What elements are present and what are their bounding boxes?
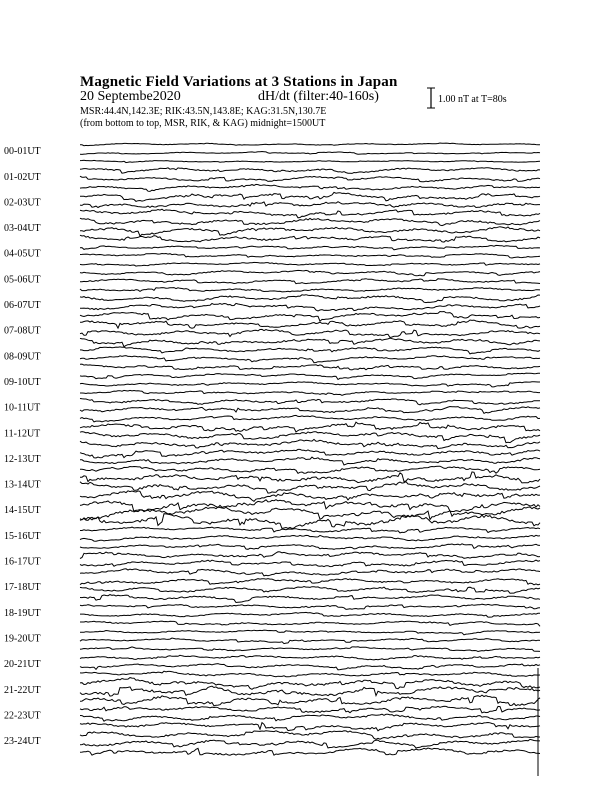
row-label: 02-03UT xyxy=(4,197,41,209)
trace-msr xyxy=(80,390,540,395)
trace-rik xyxy=(80,254,540,259)
trace-kag xyxy=(80,320,540,328)
row-label: 13-14UT xyxy=(4,479,41,491)
row-label: 12-13UT xyxy=(4,453,41,465)
row-label: 06-07UT xyxy=(4,300,41,312)
filter-text: dH/dt (filter:40-160s) xyxy=(258,89,379,104)
trace-kag xyxy=(80,373,540,379)
trace-rik xyxy=(80,457,540,465)
trace-rik xyxy=(80,535,540,541)
trace-rik xyxy=(80,587,540,594)
trace-kag xyxy=(80,218,540,225)
trace-kag xyxy=(80,579,540,585)
date-text: 20 Septembe2020 xyxy=(80,89,181,104)
trace-msr xyxy=(80,748,540,755)
trace-rik xyxy=(80,638,540,644)
trace-rik xyxy=(80,152,540,155)
row-label: 01-02UT xyxy=(4,171,41,183)
traces xyxy=(80,143,540,755)
trace-kag xyxy=(80,472,540,483)
trace-msr xyxy=(80,160,540,162)
station-order-note: (from bottom to top, MSR, RIK, & KAG) midnight=1500UT xyxy=(80,118,326,129)
row-label: 19-20UT xyxy=(4,633,41,645)
trace-kag xyxy=(80,527,540,533)
scale-bar xyxy=(427,88,435,108)
trace-rik xyxy=(80,664,540,670)
trace-kag xyxy=(80,245,540,249)
row-labels xyxy=(4,146,41,747)
row-label: 22-23UT xyxy=(4,710,41,722)
trace-rik xyxy=(80,382,540,387)
trace-msr xyxy=(80,415,540,422)
trace-kag xyxy=(80,449,540,458)
trace-kag xyxy=(80,604,540,609)
trace-rik xyxy=(80,560,540,567)
trace-msr xyxy=(80,723,540,731)
trace-rik xyxy=(80,303,540,311)
trace-msr xyxy=(80,544,540,550)
trace-kag xyxy=(80,422,540,432)
trace-msr xyxy=(80,695,540,706)
trace-msr xyxy=(80,235,540,242)
trace-rik xyxy=(80,612,540,617)
trace-kag xyxy=(80,706,540,713)
trace-rik xyxy=(80,356,540,363)
trace-kag xyxy=(80,678,540,690)
row-label: 11-12UT xyxy=(4,428,41,440)
scale-label: 1.00 nT at T=80s xyxy=(438,94,507,105)
row-label: 05-06UT xyxy=(4,274,41,286)
row-label: 08-09UT xyxy=(4,351,41,363)
trace-msr xyxy=(80,671,540,677)
trace-msr xyxy=(80,491,540,502)
trace-msr xyxy=(80,595,540,603)
row-label: 07-08UT xyxy=(4,325,41,337)
trace-msr xyxy=(80,569,540,576)
row-label: 03-04UT xyxy=(4,223,41,235)
trace-kag xyxy=(80,655,540,660)
trace-msr xyxy=(80,288,540,292)
trace-kag xyxy=(80,192,540,201)
trace-rik xyxy=(80,686,540,696)
trace-rik xyxy=(80,279,540,284)
trace-msr xyxy=(80,262,540,266)
trace-kag xyxy=(80,552,540,559)
row-label: 14-15UT xyxy=(4,505,41,517)
row-label: 20-21UT xyxy=(4,659,41,671)
trace-msr xyxy=(80,209,540,218)
row-label: 04-05UT xyxy=(4,248,41,260)
trace-msr xyxy=(80,514,540,529)
trace-rik xyxy=(80,227,540,236)
row-label: 18-19UT xyxy=(4,607,41,619)
row-label: 17-18UT xyxy=(4,582,41,594)
trace-msr xyxy=(80,439,540,448)
trace-msr xyxy=(80,621,540,626)
row-label: 00-01UT xyxy=(4,146,41,158)
trace-msr xyxy=(80,184,540,191)
row-label: 10-11UT xyxy=(4,402,41,414)
trace-kag xyxy=(80,399,540,405)
trace-kag xyxy=(80,347,540,354)
trace-msr xyxy=(80,647,540,652)
trace-rik xyxy=(80,329,540,337)
trace-kag xyxy=(80,143,540,146)
trace-kag xyxy=(80,500,540,512)
trace-msr xyxy=(80,466,540,473)
trace-rik xyxy=(80,482,540,493)
trace-msr xyxy=(80,338,540,347)
trace-kag xyxy=(80,731,540,740)
row-label: 23-24UT xyxy=(4,736,41,748)
row-label: 09-10UT xyxy=(4,376,41,388)
trace-kag xyxy=(80,630,540,635)
trace-rik xyxy=(80,176,540,182)
trace-kag xyxy=(80,168,540,174)
chart-title: Magnetic Field Variations at 3 Stations in Japan xyxy=(80,74,398,90)
trace-rik xyxy=(80,202,540,208)
trace-rik xyxy=(80,714,540,721)
station-coordinates: MSR:44.4N,142.3E; RIK:43.5N,143.8E; KAG:31.5N,130.7E xyxy=(80,106,327,117)
row-label: 21-22UT xyxy=(4,684,41,696)
trace-msr xyxy=(80,364,540,370)
trace-rik xyxy=(80,407,540,414)
row-label: 16-17UT xyxy=(4,556,41,568)
trace-kag xyxy=(80,295,540,303)
trace-kag xyxy=(80,270,540,275)
trace-rik xyxy=(80,739,540,748)
row-label: 15-16UT xyxy=(4,530,41,542)
